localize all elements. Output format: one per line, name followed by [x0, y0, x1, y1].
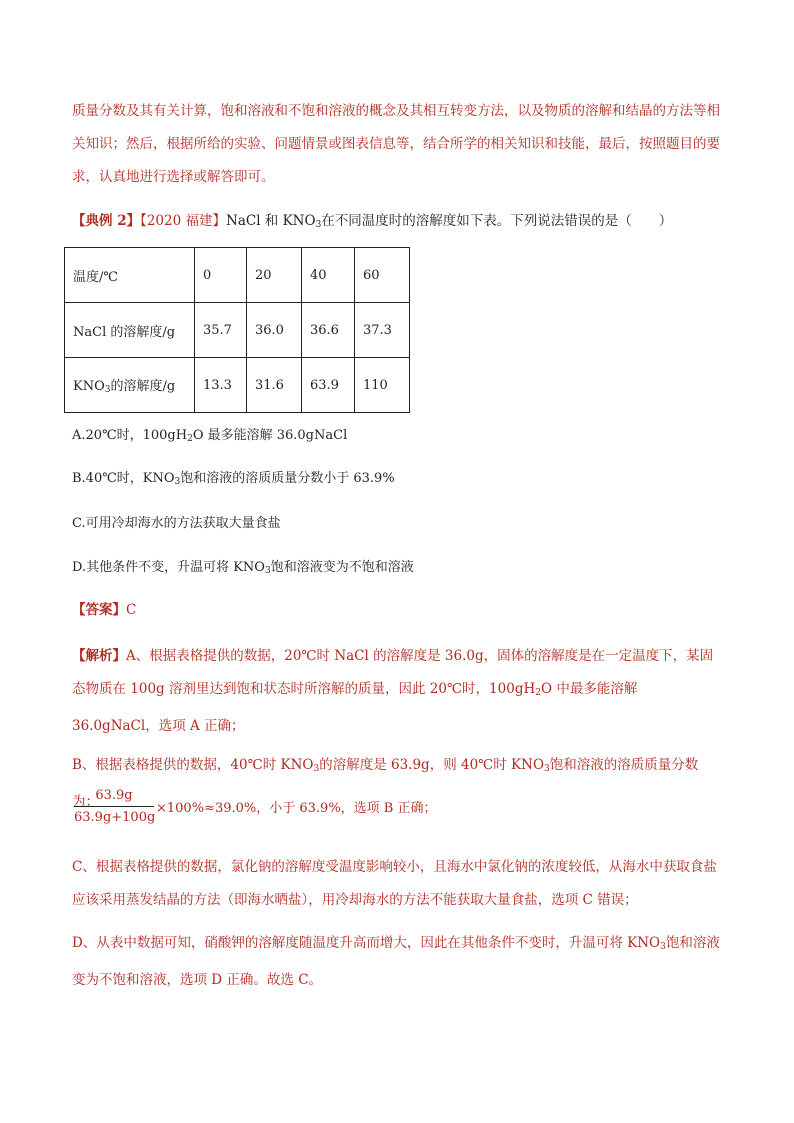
table-cell: 31.6: [247, 358, 302, 413]
question-title: [72, 205, 724, 242]
fraction-result: ×100%≈39.0%，小于 63.9%，选项 B 正确；: [156, 801, 437, 816]
answer-tag: 【答案】: [72, 602, 126, 618]
table-row: [65, 303, 410, 358]
question-text-before: NaCl 和 KNO: [226, 213, 316, 229]
analysis-p1-sub: 2: [535, 688, 541, 698]
option-c: C.可用冷却海水的方法获取大量食盐: [72, 516, 281, 531]
table-cell: 60: [355, 248, 410, 303]
analysis-p2-a: B、根据表格提供的数据，40℃时 KNO: [72, 757, 314, 773]
answer-line: [72, 598, 136, 618]
option-d-sub: 3: [264, 566, 271, 576]
table-cell: 0: [195, 248, 247, 303]
analysis-p2-sub1: 3: [313, 764, 320, 774]
option-a-1: A.20℃时，100gH: [72, 428, 188, 443]
table-cell: [65, 358, 195, 413]
option-a: [72, 424, 347, 444]
option-b-2: 饱和溶液的溶质质量分数小于 63.9%: [180, 471, 395, 486]
table-row: [65, 248, 410, 303]
option-a-sub: 2: [187, 434, 193, 444]
option-b: [72, 467, 395, 487]
question-sub: 3: [315, 220, 322, 230]
analysis-p4-b: 饱和溶液变为不饱和溶液，选项 D 正确。故选 C。: [72, 935, 720, 988]
option-b-sub: 3: [174, 477, 181, 487]
table-cell: 37.3: [355, 303, 410, 358]
table-cell: 13.3: [195, 358, 247, 413]
table-cell: 63.9: [302, 358, 355, 413]
analysis-p2-sub2: 3: [544, 764, 550, 774]
intro-text: 质量分数及其有关计算，饱和溶液和不饱和溶液的概念及其相互转变方法，以及物质的溶解和结晶的方法等相关知识；然后，根据所给的实验、问题情景或图表信息等，结合所学的相关知识和技能，最后，按照题目的要求，认真地进行选择或解答即可。: [72, 103, 720, 185]
option-d-2: 饱和溶液变为不饱和溶液: [270, 560, 414, 575]
fraction: [74, 786, 154, 829]
option-b-1: B.40℃时，KNO: [72, 471, 175, 486]
analysis-p4-a: D、从表中数据可知，硝酸钾的溶解度随温度升高而增大，因此在其他条件不变时，升温可将 KNO: [72, 935, 661, 951]
analysis-paragraph-c: [72, 851, 724, 917]
analysis-p2-c: 饱和溶液的溶质质量分数为：: [72, 757, 699, 810]
solubility-table: [64, 247, 410, 413]
fraction-denominator: 63.9g+100g: [74, 810, 156, 825]
analysis-p2-b: 的溶解度是 63.9g，则 40℃时 KNO: [319, 757, 545, 773]
analysis-paragraph-a: [72, 640, 724, 743]
analysis-tag: 【解析】: [72, 648, 126, 664]
analysis-p1-a: A、根据表格提供的数据，20℃时 NaCl 的溶解度是 36.0g，固体的溶解度是在一定温度下，某固态物质在 100g 溶剂里达到饱和状态时所溶解的质量，因此 20℃时，100gH: [72, 648, 714, 697]
table-cell: 36.0: [247, 303, 302, 358]
fraction-numerator: 63.9g: [74, 786, 154, 807]
answer-value: C: [126, 602, 137, 618]
table-cell: 40: [302, 248, 355, 303]
table-cell: 温度/℃: [65, 248, 195, 303]
option-d-1: D.其他条件不变，升温可将 KNO: [72, 560, 265, 575]
table-cell: 20: [247, 248, 302, 303]
table-cell: 35.7: [195, 303, 247, 358]
analysis-p1-b: O 中最多能溶解 36.0gNaCl，选项 A 正确；: [72, 681, 638, 734]
table-cell: 110: [355, 358, 410, 413]
kno3-label-b: 的溶解度/g: [110, 379, 176, 394]
table-row: [65, 358, 410, 413]
analysis-p4-sub: 3: [660, 942, 666, 952]
analysis-p3: C、根据表格提供的数据，氯化钠的溶解度受温度影响较小，且海水中氯化钠的浓度较低，从海水中获取食盐应该采用蒸发结晶的方法（即海水晒盐），用冷却海水的方法不能获取大量食盐，选项 C 错误；: [72, 859, 717, 908]
question-source: 【2020 福建】: [140, 213, 226, 229]
option-d: [72, 556, 414, 576]
kno3-label-a: KNO: [73, 379, 105, 394]
question-tag: 【典例 2】: [72, 213, 141, 229]
table-cell: 36.6: [302, 303, 355, 358]
analysis-paragraph-d: [72, 927, 724, 997]
intro-paragraph: [72, 95, 724, 194]
kno3-label-sub: 3: [104, 385, 111, 395]
option-a-2: O 最多能溶解 36.0gNaCl: [192, 428, 348, 443]
table-cell: NaCl 的溶解度/g: [65, 303, 195, 358]
question-text-after: 在不同温度时的溶解度如下表。下列说法错误的是（ ）: [321, 213, 673, 229]
